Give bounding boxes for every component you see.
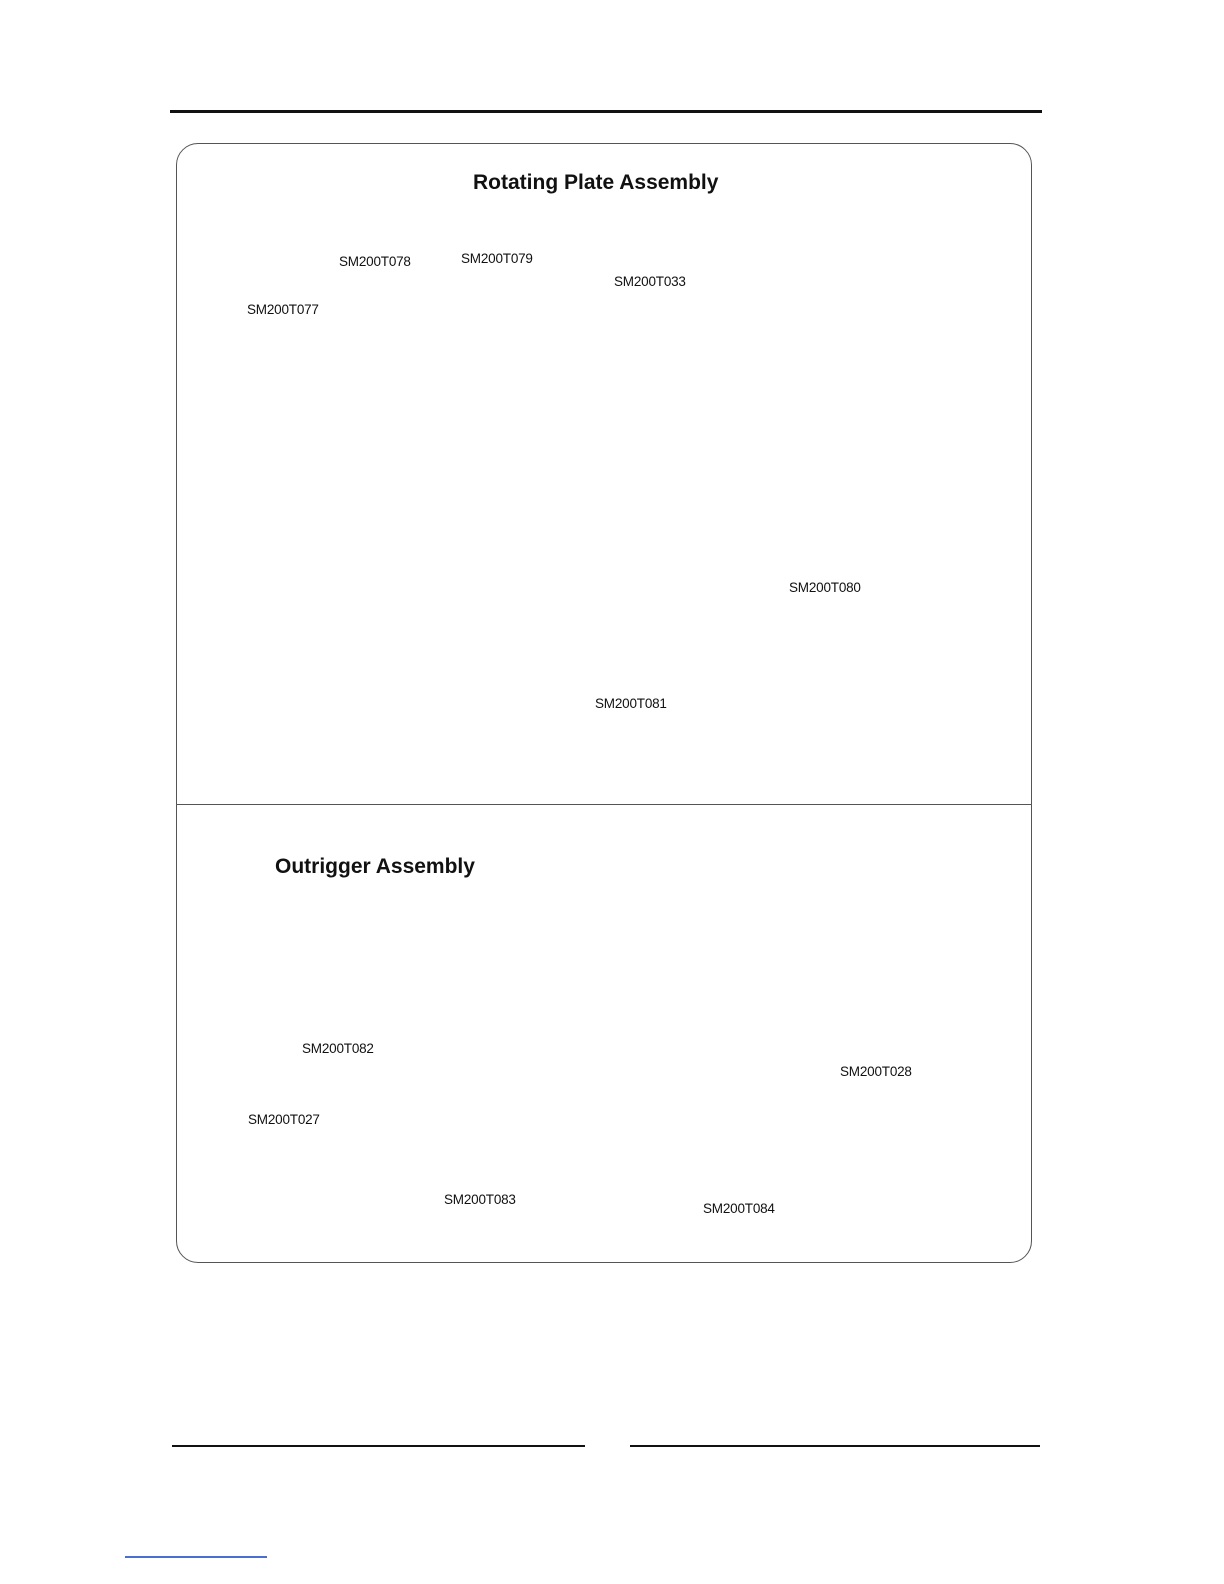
part-label-t077: SM200T077	[247, 302, 319, 317]
part-label-t028: SM200T028	[840, 1064, 912, 1079]
part-label-t033: SM200T033	[614, 274, 686, 289]
part-label-t080: SM200T080	[789, 580, 861, 595]
part-label-t081: SM200T081	[595, 696, 667, 711]
part-label-t079: SM200T079	[461, 251, 533, 266]
part-label-t083: SM200T083	[444, 1192, 516, 1207]
part-label-t082: SM200T082	[302, 1041, 374, 1056]
rotating-plate-title: Rotating Plate Assembly	[473, 171, 719, 194]
part-label-t078: SM200T078	[339, 254, 411, 269]
part-label-t027: SM200T027	[248, 1112, 320, 1127]
outrigger-title: Outrigger Assembly	[275, 855, 475, 878]
section-divider	[177, 804, 1031, 805]
part-label-t084: SM200T084	[703, 1201, 775, 1216]
